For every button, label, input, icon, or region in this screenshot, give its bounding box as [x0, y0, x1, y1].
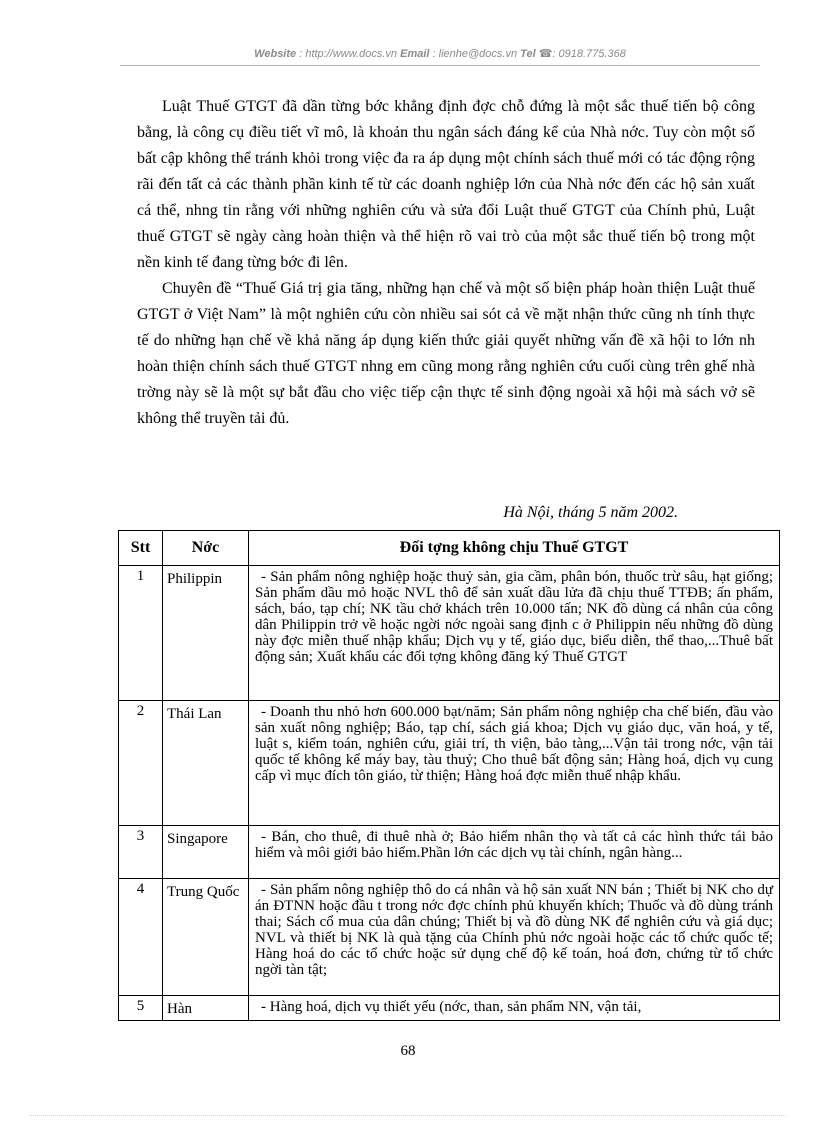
row-description	[249, 879, 780, 996]
table-row	[119, 566, 780, 701]
email-value[interactable]: : lienhe@docs.vn	[432, 48, 518, 60]
table-row	[119, 826, 780, 879]
row-country: Hàn	[163, 996, 249, 1021]
table-header-row	[119, 531, 780, 566]
row-country: Singapore	[163, 826, 249, 879]
row-stt: 1	[119, 566, 163, 701]
paragraph-conclusion: Luật Thuế GTGT đã dần từng bớc khẳng định đợc chỗ đứng là một sắc thuế tiến bộ công bằng, là công cụ điều tiết vĩ mô, là khoản thu ngân sách đáng kể của Nhà nớc. Tuy còn một số bất cập không thể tránh khỏi trong việc đa ra áp dụng một chính sách thuế mới có tác động rộng rãi đến tất cả các thành phần kinh tế từ các doanh nghiệp lớn của Nhà nớc đến các hộ sản xuất cá thể, nhng tin rằng với những nghiên cứu và sửa đổi Luật thuế GTGT của Chính phủ, Luật thuế GTGT sẽ ngày càng hoàn thiện và thể hiện rõ vai trò của một sắc thuế tiến bộ trong một nền kinh tế đang từng bớc đi lên.	[137, 98, 755, 271]
website-url[interactable]: : http://www.docs.vn	[299, 48, 398, 60]
table-row	[119, 701, 780, 826]
row-stt: 3	[119, 826, 163, 879]
row-description-text: - Sản phẩm nông nghiệp hoặc thuỷ sản, gia cầm, phân bón, thuốc trừ sâu, hạt giống; Sản phẩm dầu mỏ hoặc NVL thô để sản xuất dầu lửa đã chịu thuế TTĐB; ấn phẩm, sách, báo, tạp chí; NK tầu chở khách trên 10.000 tấn; NK đồ dùng cá nhân của công dân Philippin trở về hoặc ngời nớc ngoài sang định c ở Philippin nếu những đồ dùng này đợc miễn thuế nhập khẩu; Dịch vụ y tế, giáo dục, biểu diễn, thể thao,...Thuê bất động sản; Xuất khẩu các đối tợng không đăng ký Thuế GTGT	[255, 566, 773, 700]
header-stt: Stt	[119, 531, 163, 566]
row-description-text: - Bán, cho thuê, đi thuê nhà ở; Bảo hiểm nhân thọ và tất cả các hình thức tái bảo hiểm và môi giới bảo hiểm.Phần lớn các dịch vụ tài chính, ngân hàng...	[255, 826, 773, 878]
row-country: Trung Quốc	[163, 879, 249, 996]
footer-dotted-rule	[30, 1115, 786, 1116]
header-exempt-items: Đối tợng không chịu Thuế GTGT	[249, 531, 780, 566]
row-description-text: - Doanh thu nhỏ hơn 600.000 bạt/năm; Sản phẩm nông nghiệp cha chế biến, đầu vào sản xuất nông nghiệp; Báo, tạp chí, sách giá khoa; Dịch vụ giáo dục, văn hoá, y tế, luật s, kiểm toán, nghiên cứu, giải trí, th viện, bảo tàng,...Vận tải trong nớc, vận tải quốc tế không kể máy bay, tàu thuỷ; Cho thuê bất động sản; Hàng hoá, dịch vụ cung cấp vì mục đích tôn giáo, từ thiện; Hàng hoá đợc miễn thuế nhập khẩu.	[255, 701, 773, 825]
row-country: Philippin	[163, 566, 249, 701]
row-description-text: - Sản phẩm nông nghiệp thô do cá nhân và hộ sản xuất NN bán ; Thiết bị NK cho dự án ĐTNN hoặc đầu t trong nớc đợc chính phủ khuyến khích; Thuốc và đồ dùng tránh thai; Sách cổ mua của dân chúng; Thiết bị và đồ dùng NK để nghiên cứu và giá dục; NVL và thiết bị NK là quà tặng của Chính phủ nớc ngoài hoặc các tổ chức quốc tế; Hàng hoá do các tổ chức hoặc sử dụng chế độ kế toán, hoá đơn, chứng từ tổ chức ngời tàn tật;	[255, 879, 773, 995]
website-label: Website	[254, 48, 297, 60]
header-divider	[120, 65, 760, 66]
vat-exemption-table	[118, 530, 780, 1021]
row-description	[249, 566, 780, 701]
row-stt: 4	[119, 879, 163, 996]
tel-value: ☎: 0918.775.368	[538, 48, 626, 60]
tel-label: Tel	[520, 48, 536, 60]
paragraph-topic: Chuyên đề “Thuế Giá trị gia tăng, những hạn chế và một số biện pháp hoàn thiện Luật thuế GTGT ở Việt Nam” là một nghiên cứu còn nhiều sai sót cả về mặt nhận thức cũng nh tính thực tế do những hạn chế về khả năng áp dụng kiến thức giải quyết những vấn đề xã hội to lớn nh hoàn thiện chính sách thuế GTGT nhng em cũng mong rằng nghiên cứu cuối cùng trên ghế nhà trờng này sẽ là một sự bắt đầu cho việc tiếp cận thực tế sinh động ngoài xã hội mà sách vở sẽ không thể truyền tải đủ.	[137, 280, 755, 427]
body-text	[137, 94, 755, 432]
table-row	[119, 996, 780, 1021]
table-row	[119, 879, 780, 996]
page-header	[120, 47, 760, 60]
row-country: Thái Lan	[163, 701, 249, 826]
row-description-text: - Hàng hoá, dịch vụ thiết yếu (nớc, than, sản phẩm NN, vận tải,	[255, 996, 773, 1020]
row-stt: 5	[119, 996, 163, 1021]
page-number: 68	[400, 1043, 416, 1059]
dateline: Hà Nội, tháng 5 năm 2002.	[503, 504, 678, 521]
row-description	[249, 826, 780, 879]
header-country: Nớc	[163, 531, 249, 566]
email-label: Email	[400, 48, 430, 60]
row-description	[249, 701, 780, 826]
row-description	[249, 996, 780, 1021]
row-stt: 2	[119, 701, 163, 826]
